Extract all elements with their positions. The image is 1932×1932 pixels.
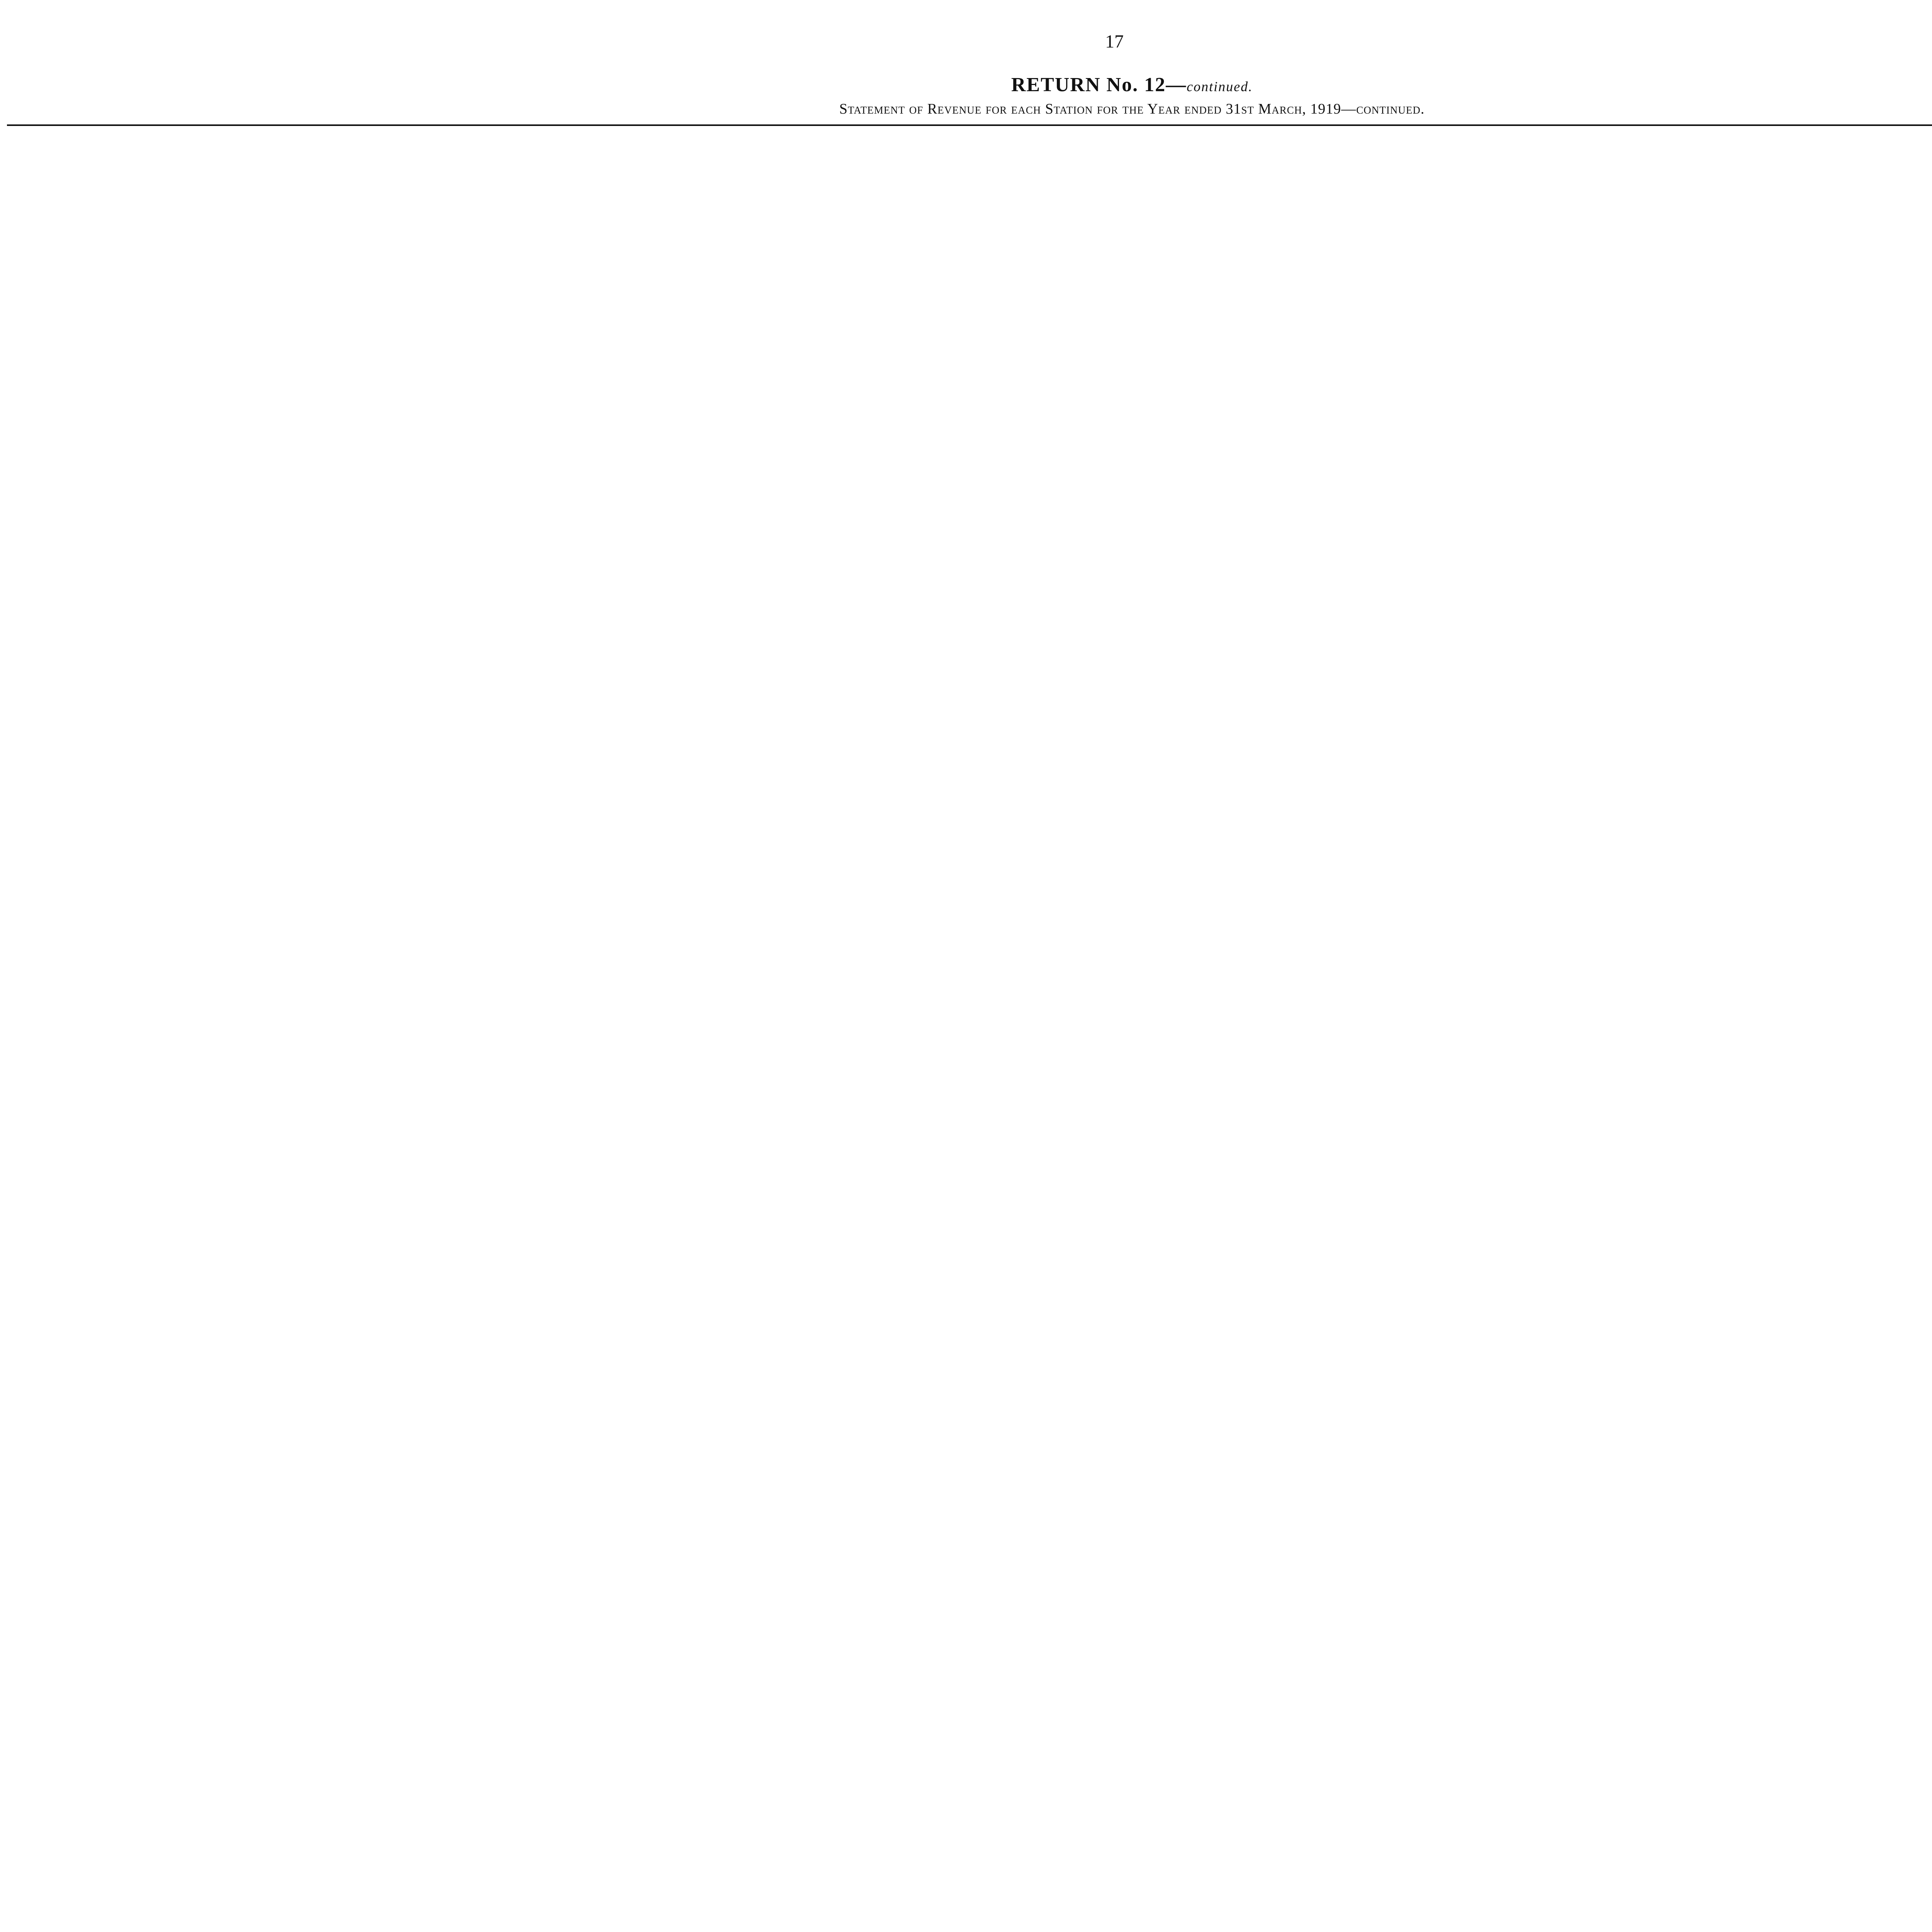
return-title-continued: continued. xyxy=(1187,79,1253,94)
return-title xyxy=(0,73,1932,96)
return-title-main: RETURN No. 12— xyxy=(1011,74,1187,96)
revenue-table-frame xyxy=(7,124,1932,1932)
statement-heading: Statement of Revenue for each Station for the Year ended 31st March, 1919—continued. xyxy=(839,101,1425,117)
page-number: 17 xyxy=(1105,31,1124,52)
